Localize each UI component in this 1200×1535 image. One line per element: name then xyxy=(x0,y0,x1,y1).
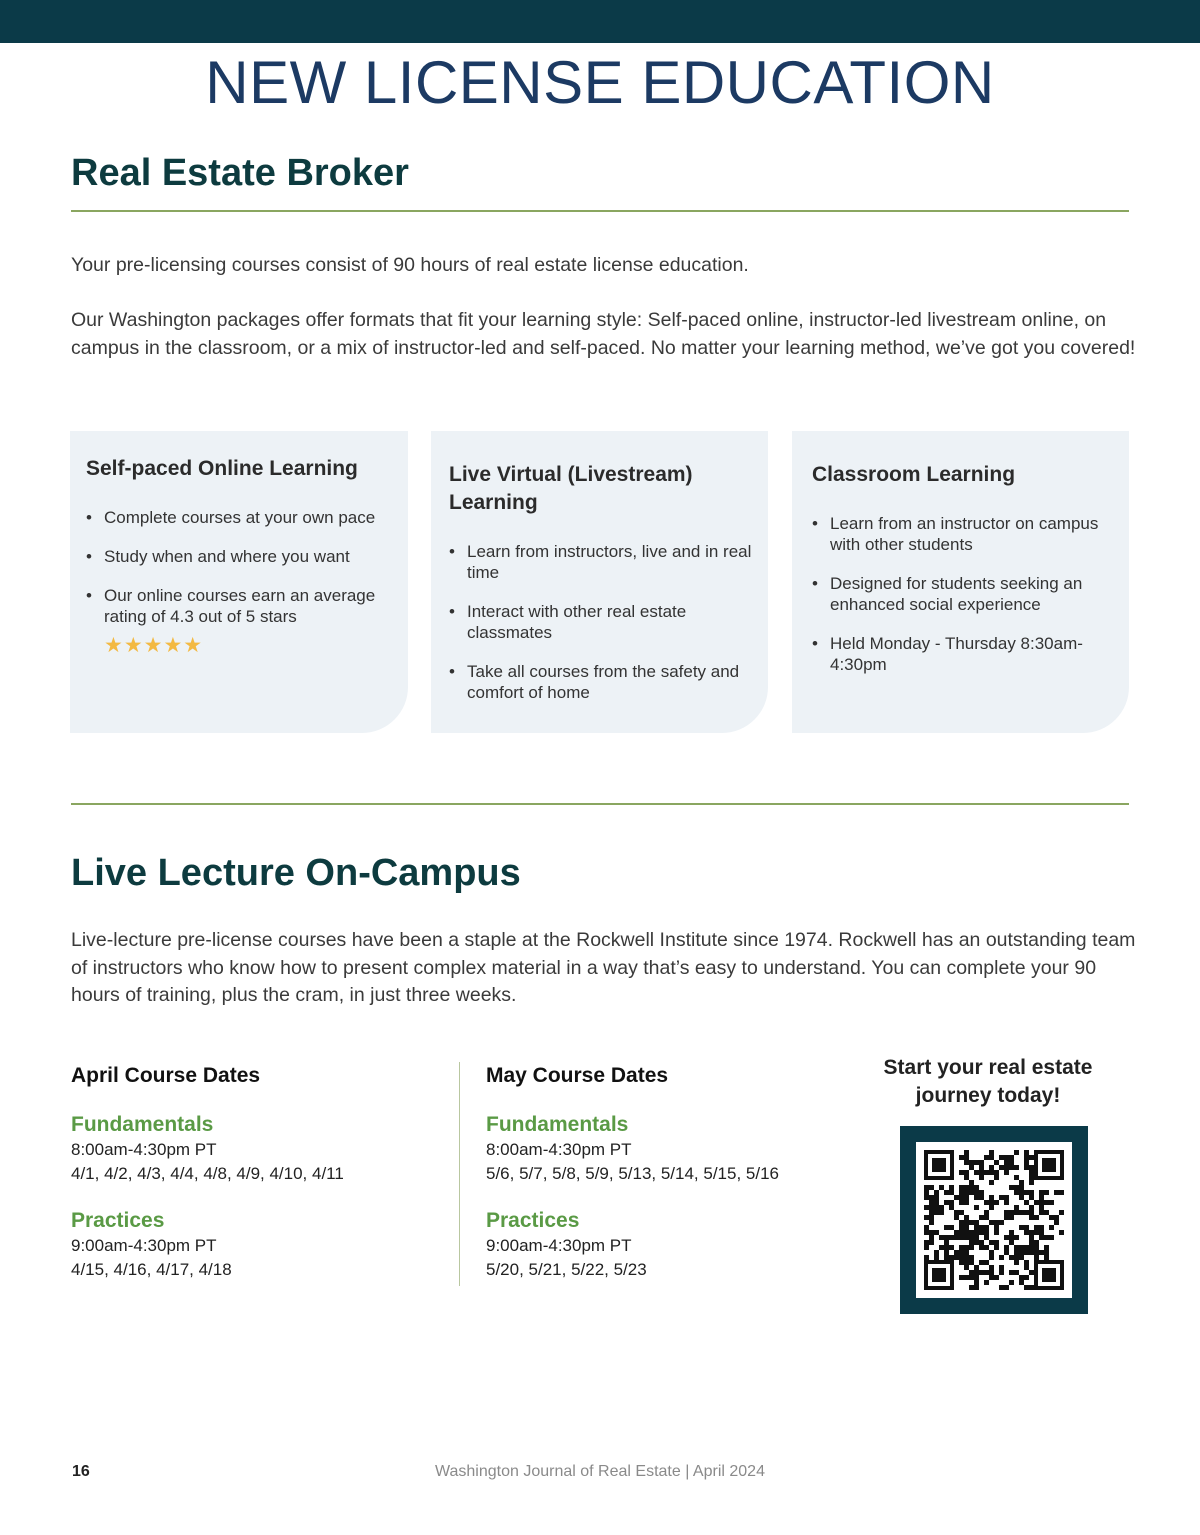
april-practices xyxy=(71,1208,344,1282)
lecture-body: Live-lecture pre-license courses have been a staple at the Rockwell Institute since 1974. Rockwell has an outstanding team of instructors who know how to present complex material in a way that’s easy to understand. You can complete your 90 hours of training, plus the cram, in just three weeks. xyxy=(71,929,1136,1006)
list-item: • Complete courses at your own pace xyxy=(86,508,376,527)
cta-text xyxy=(850,1054,1126,1110)
card-bullets xyxy=(812,513,1113,675)
course-dates: 4/1, 4/2, 4/3, 4/4, 4/8, 4/9, 4/10, 4/11 xyxy=(71,1164,344,1183)
april-fundamentals xyxy=(71,1112,344,1186)
page-number: 16 xyxy=(72,1463,90,1480)
card-bullets xyxy=(86,507,392,627)
may-dates xyxy=(486,1062,779,1304)
qr-code-icon[interactable] xyxy=(900,1126,1088,1314)
course-dates: 5/20, 5/21, 5/22, 5/23 xyxy=(486,1260,647,1279)
top-banner-bar xyxy=(0,0,1200,43)
publication-footer: Washington Journal of Real Estate | April 2024 xyxy=(435,1463,765,1480)
divider-middle xyxy=(71,803,1129,805)
broker-packages: Our Washington packages offer formats that fit your learning style: Self-paced online, instructor-led livestream online, on campus in the classroom, or a mix of instructor-led and self-paced. No matter your learning method, we’ve got you covered! xyxy=(71,309,1136,359)
may-practices xyxy=(486,1208,779,1282)
card-self-paced xyxy=(70,431,408,733)
course-time: 9:00am-4:30pm PT xyxy=(71,1236,217,1255)
card-live-virtual xyxy=(431,431,768,733)
list-item: • Learn from an instructor on campus with other students xyxy=(812,514,1099,554)
list-item: • Study when and where you want xyxy=(86,547,350,566)
may-heading: May Course Dates xyxy=(486,1064,669,1087)
april-heading: April Course Dates xyxy=(71,1064,261,1087)
cta-line-2: journey today! xyxy=(915,1084,1061,1107)
course-time: 8:00am-4:30pm PT xyxy=(486,1140,632,1159)
divider-top xyxy=(71,210,1129,212)
course-time: 8:00am-4:30pm PT xyxy=(71,1140,217,1159)
course-name: Practices xyxy=(71,1209,165,1232)
course-name: Practices xyxy=(486,1209,580,1232)
list-item: • Interact with other real estate classmates xyxy=(449,602,687,642)
qr-pattern-icon xyxy=(916,1142,1072,1298)
list-item: • Learn from instructors, live and in real time xyxy=(449,542,752,582)
course-dates: 5/6, 5/7, 5/8, 5/9, 5/13, 5/14, 5/15, 5/16 xyxy=(486,1164,780,1183)
course-name: Fundamentals xyxy=(486,1113,629,1136)
course-name: Fundamentals xyxy=(71,1113,214,1136)
card-bullets xyxy=(449,541,752,703)
broker-heading: Real Estate Broker xyxy=(71,152,409,194)
star-rating-icon: ★★★★★ xyxy=(104,634,204,657)
april-dates xyxy=(71,1062,344,1304)
list-item: • Take all courses from the safety and comfort of home xyxy=(449,662,740,702)
card-title: Live Virtual (Livestream) Learning xyxy=(449,463,693,514)
card-classroom xyxy=(792,431,1129,733)
may-fundamentals xyxy=(486,1112,779,1186)
lecture-heading: Live Lecture On-Campus xyxy=(71,852,521,894)
list-item: • Our online courses earn an average rating of 4.3 out of 5 stars xyxy=(86,586,376,626)
course-time: 9:00am-4:30pm PT xyxy=(486,1236,632,1255)
card-title: Self-paced Online Learning xyxy=(86,457,358,480)
page-title: NEW LICENSE EDUCATION xyxy=(205,49,995,116)
broker-intro: Your pre-licensing courses consist of 90 hours of real estate license education. xyxy=(71,254,749,276)
course-dates: 4/15, 4/16, 4/17, 4/18 xyxy=(71,1260,232,1279)
qr-code-matrix xyxy=(916,1142,1072,1298)
list-item: • Held Monday - Thursday 8:30am-4:30pm xyxy=(812,634,1083,674)
card-title: Classroom Learning xyxy=(812,463,1016,486)
list-item: • Designed for students seeking an enhanced social experience xyxy=(812,574,1083,614)
column-divider xyxy=(459,1062,460,1286)
cta-line-1: Start your real estate xyxy=(883,1056,1093,1079)
